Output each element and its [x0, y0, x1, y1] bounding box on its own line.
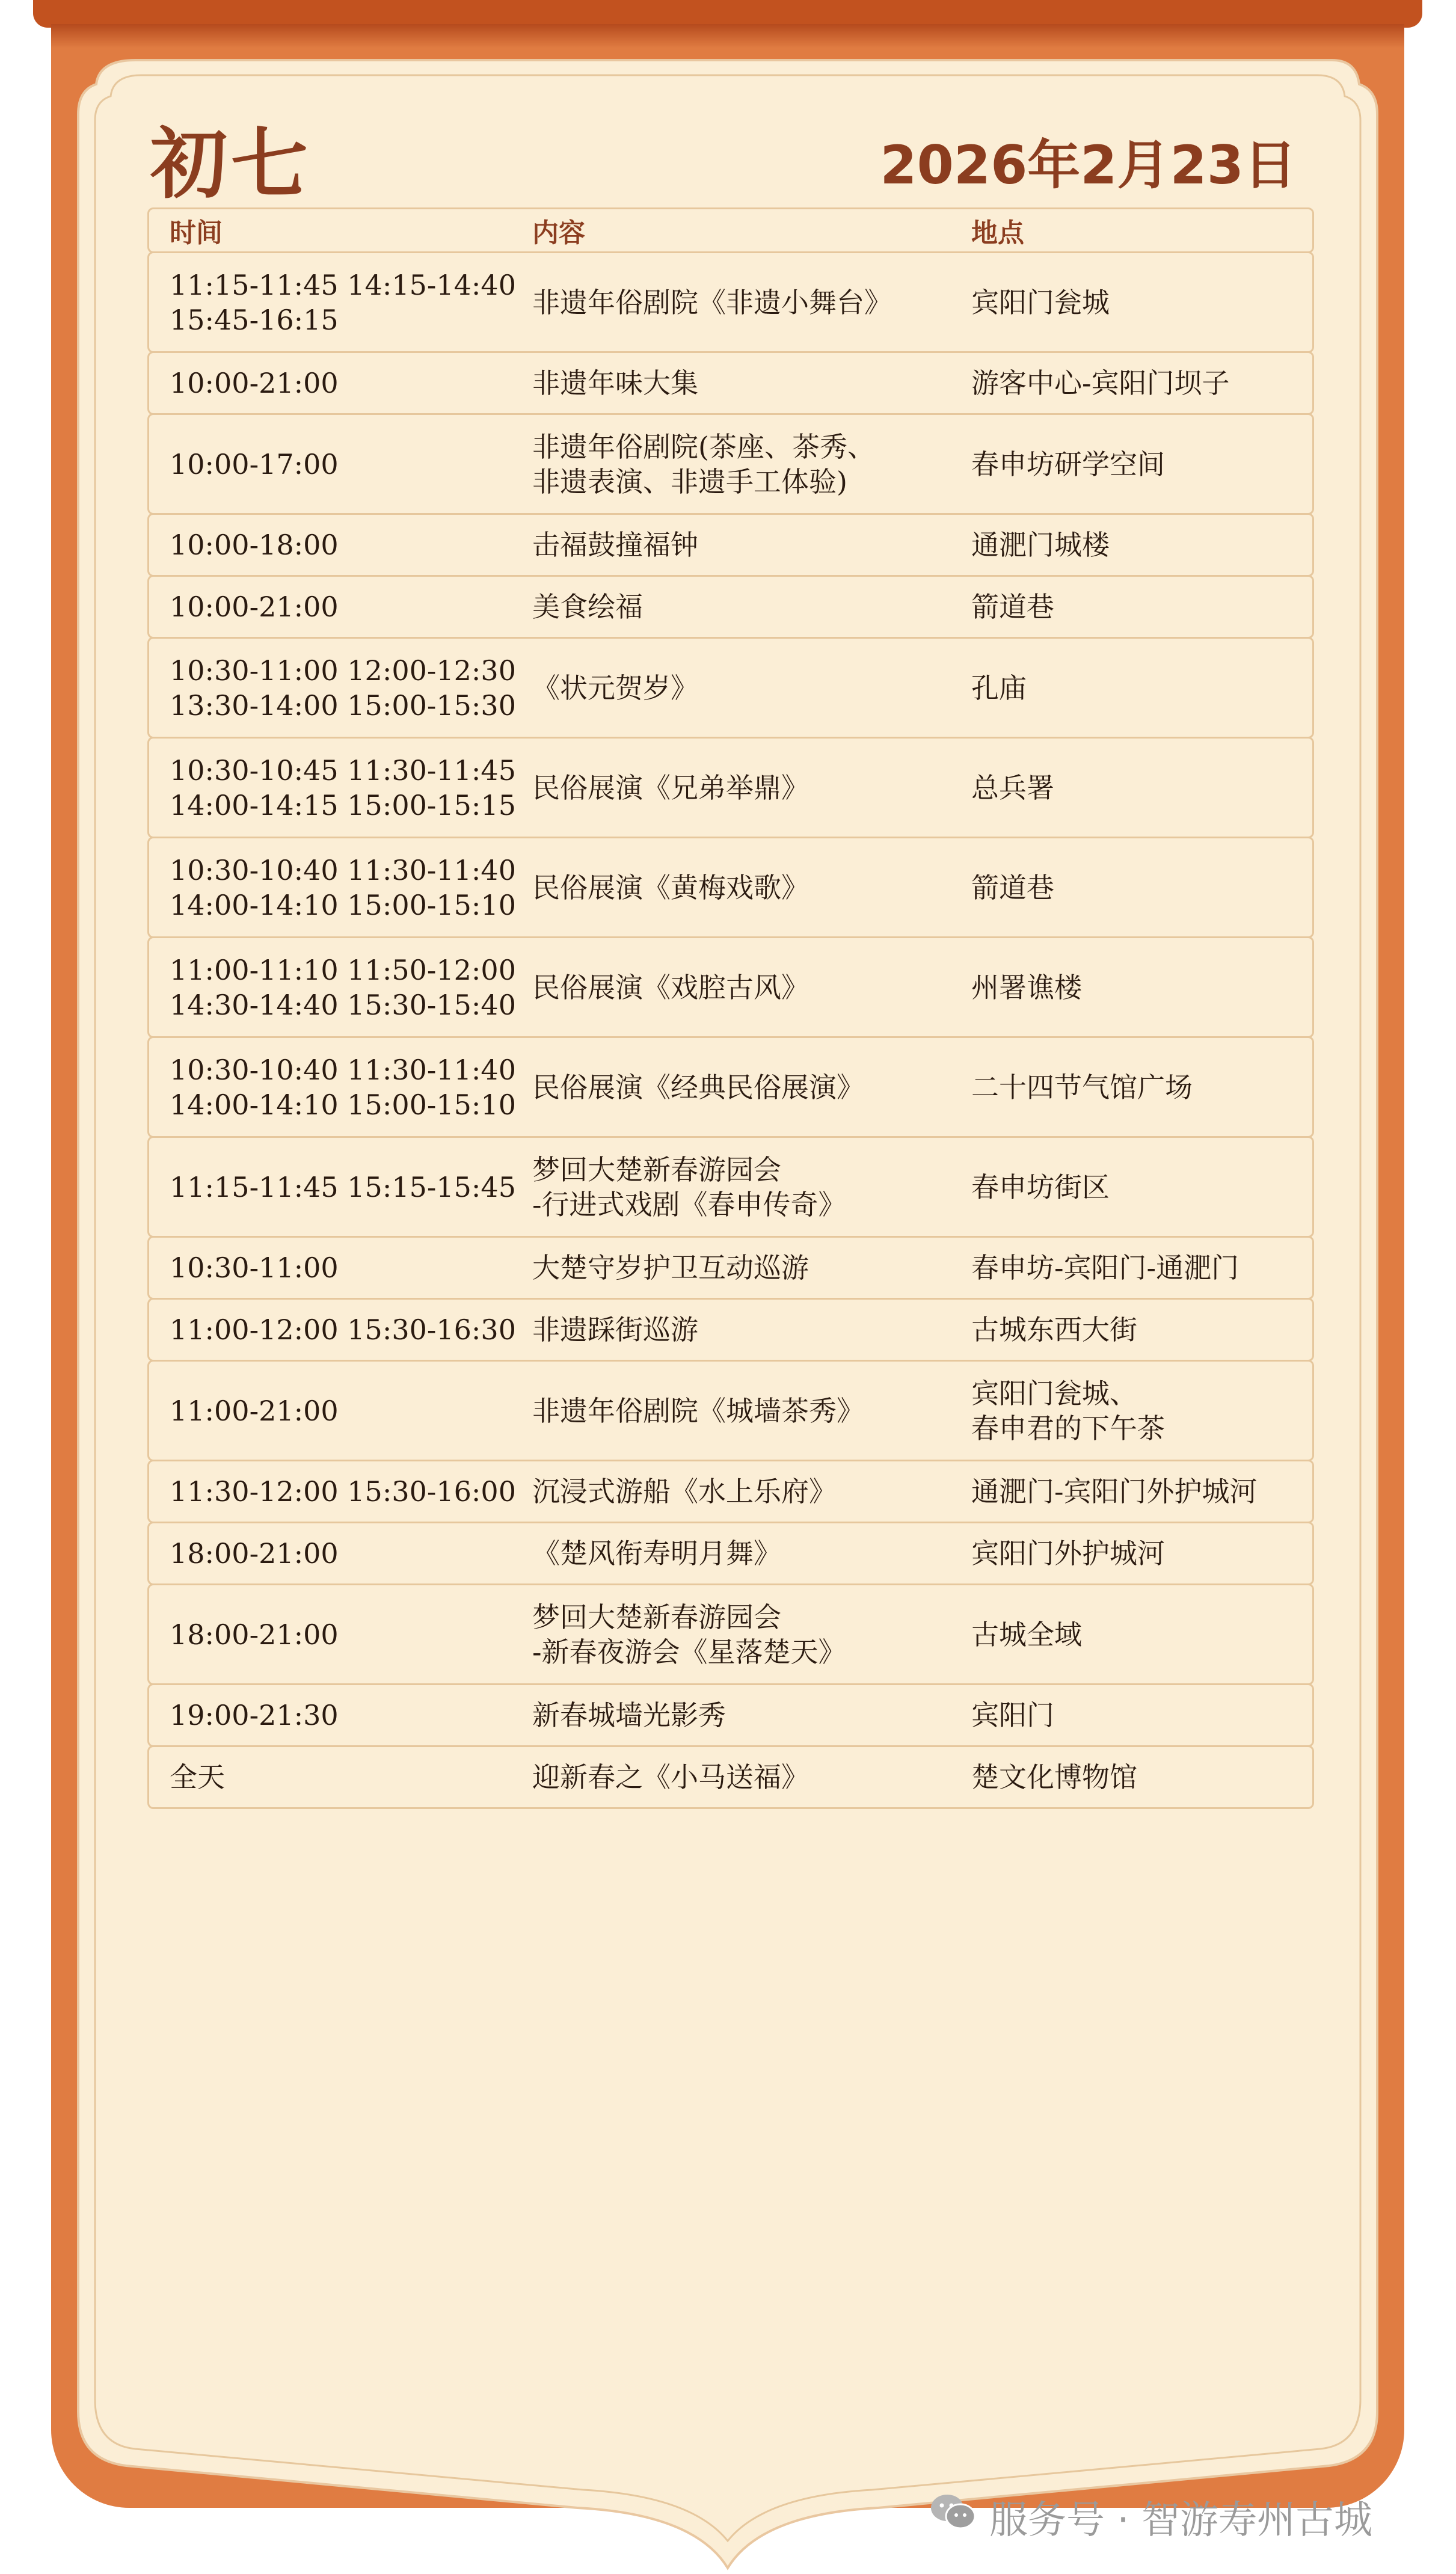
watermark-text: 服务号 · 智游寿州古城	[989, 2498, 1373, 2543]
cell-time: 11:15-11:45 15:15-15:45	[170, 1170, 516, 1203]
cell-content: 《状元贺岁》	[532, 671, 698, 704]
table-row	[147, 1136, 1314, 1238]
table-row	[147, 837, 1314, 938]
cell-content: 民俗展演《黄梅戏歌》	[532, 871, 809, 904]
cell-place: 宾阳门	[971, 1699, 1054, 1731]
cell-content: 民俗展演《兄弟举鼎》	[532, 771, 809, 804]
column-header-place: 地点	[971, 218, 1024, 248]
cell-content: 大楚守岁护卫互动巡游	[532, 1252, 809, 1284]
table-row	[147, 1522, 1314, 1585]
table-row	[147, 575, 1314, 639]
cell-content: 民俗展演《经典民俗展演》	[532, 1070, 864, 1104]
cell-place: 古城全域	[971, 1618, 1082, 1651]
cell-time: 10:00-18:00	[170, 529, 339, 561]
cell-place: 楚文化博物馆	[971, 1761, 1137, 1793]
cell-place: 春申坊-宾阳门-通淝门	[971, 1252, 1239, 1284]
cell-time: 19:00-21:30	[170, 1699, 339, 1731]
cell-time: 10:00-21:00	[170, 591, 339, 623]
cell-place: 春申坊街区	[971, 1170, 1110, 1203]
event-date: 2026年2月23日	[880, 134, 1297, 196]
cell-place: 二十四节气馆广场	[971, 1070, 1193, 1104]
cell-content: 梦回大楚新春游园会 -行进式戏剧《春申传奇》	[532, 1153, 846, 1221]
cell-time: 10:00-21:00	[170, 367, 339, 399]
cell-place: 古城东西大街	[971, 1313, 1137, 1346]
table-row	[147, 936, 1314, 1038]
cell-time: 11:00-12:00 15:30-16:30	[170, 1313, 516, 1346]
cell-place: 通淝门-宾阳门外护城河	[971, 1475, 1258, 1508]
table-row	[147, 1298, 1314, 1362]
cell-time: 10:30-11:00 12:00-12:30 13:30-14:00 15:00-15:30	[170, 654, 516, 722]
cell-time: 11:15-11:45 14:15-14:40 15:45-16:15	[170, 268, 516, 336]
table-row	[147, 1360, 1314, 1461]
table-row	[147, 637, 1314, 739]
table-row	[147, 413, 1314, 515]
cell-time: 11:30-12:00 15:30-16:00	[170, 1475, 516, 1508]
page-title: 初七	[150, 120, 312, 209]
cell-content: 非遗年俗剧院《城墙茶秀》	[532, 1394, 864, 1427]
cell-time: 全天	[170, 1761, 225, 1793]
cell-content: 民俗展演《戏腔古风》	[532, 971, 809, 1004]
cell-place: 春申坊研学空间	[971, 447, 1165, 481]
table-row	[147, 1683, 1314, 1747]
cell-place: 总兵署	[971, 771, 1054, 804]
table-row	[147, 1460, 1314, 1523]
column-header-time: 时间	[170, 218, 223, 248]
cell-place: 州署谯楼	[971, 971, 1082, 1004]
cell-content: 击福鼓撞福钟	[532, 529, 698, 561]
cell-content: 非遗年味大集	[532, 367, 698, 399]
cell-time: 10:30-10:45 11:30-11:45 14:00-14:15 15:00-15:15	[170, 754, 516, 822]
table-header	[147, 207, 1314, 253]
cell-content: 非遗年俗剧院《非遗小舞台》	[532, 286, 892, 319]
cell-place: 宾阳门瓮城、 春申君的下午茶	[971, 1377, 1165, 1445]
cell-place: 宾阳门外护城河	[971, 1537, 1165, 1570]
table-row	[147, 1036, 1314, 1138]
table-row	[147, 251, 1314, 353]
table-row	[147, 1583, 1314, 1685]
cell-time: 10:30-11:00	[170, 1252, 339, 1284]
cell-content: 非遗年俗剧院(茶座、茶秀、 非遗表演、非遗手工体验)	[532, 430, 875, 498]
cell-content: 沉浸式游船《水上乐府》	[532, 1475, 837, 1508]
table-row	[147, 1236, 1314, 1300]
cell-content: 美食绘福	[532, 591, 643, 623]
cell-content: 迎新春之《小马送福》	[532, 1761, 809, 1793]
cell-place: 箭道巷	[971, 591, 1054, 623]
cell-content: 梦回大楚新春游园会 -新春夜游会《星落楚天》	[532, 1600, 846, 1668]
cell-time: 10:30-10:40 11:30-11:40 14:00-14:10 15:00-15:10	[170, 853, 516, 921]
cell-time: 18:00-21:00	[170, 1537, 339, 1570]
cell-place: 通淝门城楼	[971, 529, 1110, 561]
cell-place: 游客中心-宾阳门坝子	[971, 367, 1230, 399]
cell-content: 新春城墙光影秀	[532, 1699, 726, 1731]
cell-time: 10:00-17:00	[170, 447, 339, 481]
cell-content: 《楚风衔寿明月舞》	[532, 1537, 781, 1570]
cell-place: 箭道巷	[971, 871, 1054, 904]
table-row	[147, 737, 1314, 838]
cell-time: 10:30-10:40 11:30-11:40 14:00-14:10 15:00-15:10	[170, 1053, 516, 1121]
table-row	[147, 351, 1314, 415]
schedule-table	[147, 207, 1314, 1809]
cell-time: 11:00-21:00	[170, 1394, 339, 1427]
table-row	[147, 513, 1314, 577]
cell-place: 孔庙	[971, 671, 1027, 704]
cell-time: 18:00-21:00	[170, 1618, 339, 1651]
watermark	[929, 2490, 1372, 2544]
cell-time: 11:00-11:10 11:50-12:00 14:30-14:40 15:30-15:40	[170, 953, 516, 1021]
column-header-content: 内容	[532, 218, 585, 248]
cell-content: 非遗踩街巡游	[532, 1313, 698, 1346]
wechat-icon	[929, 2491, 977, 2543]
table-row	[147, 1745, 1314, 1809]
cell-place: 宾阳门瓮城	[971, 286, 1110, 319]
